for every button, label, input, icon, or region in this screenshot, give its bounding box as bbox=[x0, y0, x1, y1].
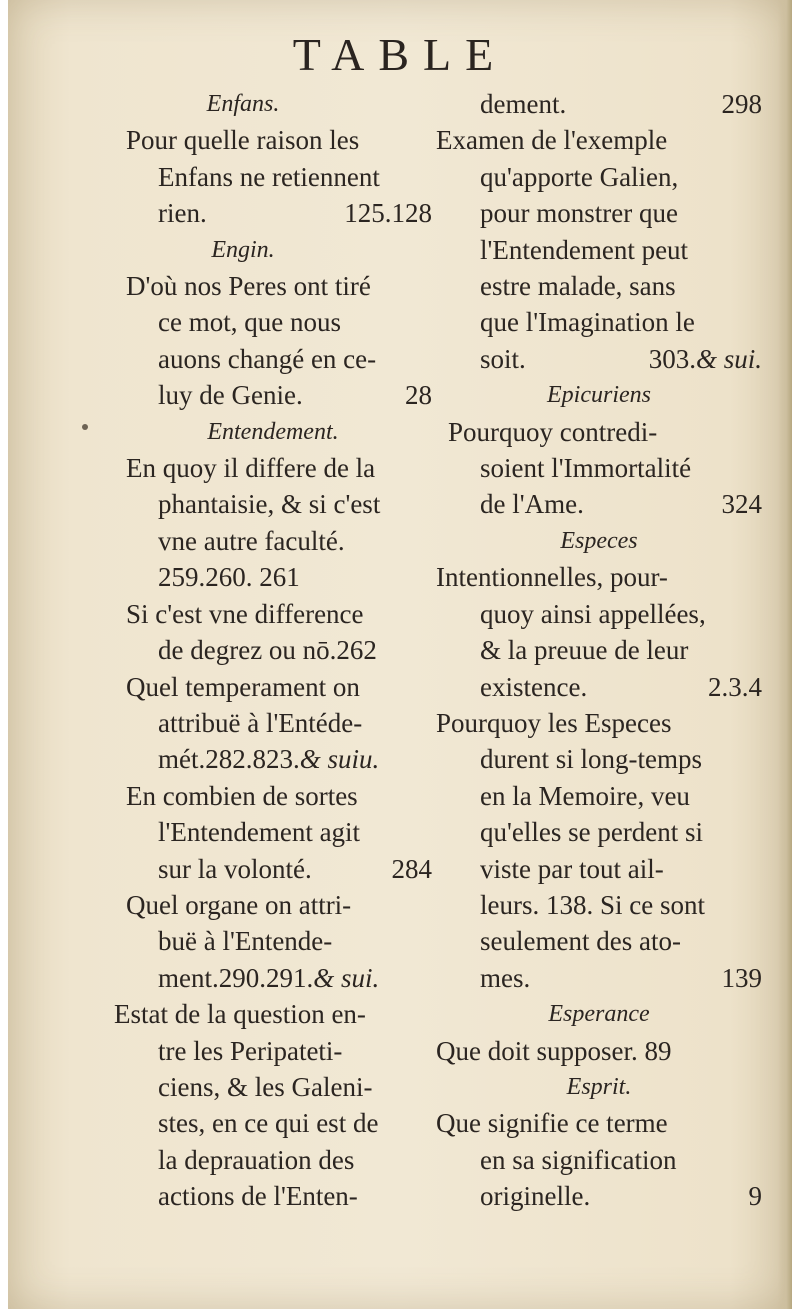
entry-line: de degrez ou nō.262 bbox=[158, 635, 377, 666]
entry-text: luy de Genie. bbox=[158, 380, 303, 411]
margin-mark bbox=[82, 424, 88, 430]
entry-line: Que doit supposer. 89 bbox=[436, 1035, 672, 1066]
entry-text: originelle. bbox=[480, 1181, 591, 1212]
entry-line: Examen de l'exemple bbox=[436, 125, 668, 156]
entry-line: Estat de la question en- bbox=[114, 999, 366, 1030]
entry-line: Quel organe on attri- bbox=[126, 889, 352, 920]
entry-line: estre malade, sans bbox=[480, 271, 676, 302]
entry-text: dement. bbox=[480, 89, 567, 119]
entry-line: stes, en ce qui est de bbox=[158, 1108, 379, 1139]
entry-line: qu'apporte Galien, bbox=[480, 161, 679, 192]
entry-line bbox=[114, 960, 432, 996]
entry-line bbox=[114, 741, 432, 777]
entry-suffix: & suiu. bbox=[299, 744, 380, 775]
entry-line: En combien de sortes bbox=[126, 780, 358, 811]
entry-line: leurs. 138. Si ce sont bbox=[480, 889, 705, 920]
entry-line: 259.260. 261 bbox=[158, 562, 300, 593]
entry-line bbox=[436, 669, 762, 705]
entry-line: soient l'Immortalité bbox=[480, 453, 692, 484]
entry-text: ment.290.291. bbox=[158, 962, 314, 993]
entry-heading-especes: Especes bbox=[560, 527, 638, 554]
page-reference: 139 bbox=[721, 962, 762, 993]
entry-line: quoy ainsi appellées, bbox=[480, 598, 706, 629]
entry-line: l'Entendement agit bbox=[158, 817, 361, 848]
entry-line: Que signifie ce terme bbox=[436, 1108, 668, 1139]
entry-line: en sa signification bbox=[480, 1144, 677, 1175]
page-reference: 284 bbox=[391, 853, 432, 884]
entry-line: vne autre faculté. bbox=[158, 525, 345, 556]
entry-text: existence. bbox=[480, 671, 588, 702]
entry-line: attribuë à l'Entéde- bbox=[158, 707, 363, 738]
page-edge bbox=[778, 0, 792, 1309]
entry-line bbox=[436, 86, 762, 122]
entry-line: Pourquoy contredi- bbox=[448, 416, 658, 447]
entry-line: actions de l'Enten- bbox=[158, 1181, 358, 1212]
entry-line: auons changé en ce- bbox=[158, 343, 377, 374]
entry-line: Quel temperament on bbox=[126, 671, 360, 702]
entry-line bbox=[114, 377, 432, 413]
entry-text: rien. bbox=[158, 198, 207, 229]
entry-text: soit. bbox=[480, 343, 526, 374]
entry-line: Pour quelle raison les bbox=[126, 125, 360, 156]
page-reference: 303.& sui. bbox=[648, 343, 762, 374]
entry-line: viste par tout ail- bbox=[480, 853, 664, 884]
right-column bbox=[436, 86, 762, 1215]
entry-line: qu'elles se perdent si bbox=[480, 817, 704, 848]
page-title: TABLE bbox=[292, 29, 508, 80]
entry-line: l'Entendement peut bbox=[480, 234, 689, 265]
entry-heading-engin: Engin. bbox=[211, 236, 275, 263]
entry-line bbox=[114, 851, 432, 887]
entry-line: Enfans ne retiennent bbox=[158, 161, 380, 192]
entry-text: mes. bbox=[480, 962, 531, 993]
entry-line bbox=[114, 195, 432, 231]
book-page bbox=[8, 0, 792, 1309]
page-reference: 28 bbox=[405, 380, 432, 411]
entry-line: buë à l'Entende- bbox=[158, 926, 333, 957]
entry-line: & la preuue de leur bbox=[480, 635, 689, 666]
entry-line: phantaisie, & si c'est bbox=[158, 489, 381, 520]
page-reference: 324 bbox=[721, 489, 762, 520]
entry-line: D'où nos Peres ont tiré bbox=[126, 271, 371, 302]
entry-heading-entendement: Entendement. bbox=[207, 418, 339, 445]
entry-line bbox=[436, 486, 762, 522]
entry-line bbox=[436, 341, 762, 377]
entry-heading-esperance: Esperance bbox=[548, 1001, 650, 1028]
entry-text: de l'Ame. bbox=[480, 489, 584, 520]
left-column bbox=[114, 86, 432, 1215]
entry-line: ce mot, que nous bbox=[158, 307, 341, 338]
entry-line: En quoy il differe de la bbox=[126, 453, 376, 484]
entry-line: seulement des ato- bbox=[480, 926, 681, 957]
page-reference: 125.128 bbox=[344, 198, 432, 229]
entry-text: mét.282.823. bbox=[158, 744, 300, 775]
entry-line: Si c'est vne difference bbox=[126, 598, 364, 629]
page-reference: 9 bbox=[748, 1181, 762, 1212]
entry-heading-epicuriens: Epicuriens bbox=[547, 382, 651, 409]
entry-line bbox=[436, 1178, 762, 1214]
page-reference: 2.3.4 bbox=[708, 671, 762, 702]
entry-line: Intentionnelles, pour- bbox=[436, 562, 668, 593]
entry-line: Pourquoy les Especes bbox=[436, 707, 672, 738]
entry-suffix: & sui. bbox=[313, 962, 380, 993]
entry-suffix: & sui. bbox=[695, 343, 762, 374]
entry-line: tre les Peripateti- bbox=[158, 1035, 343, 1066]
entry-heading-enfans: Enfans. bbox=[206, 91, 280, 117]
entry-text: sur la volonté. bbox=[158, 853, 312, 884]
entry-line: que l'Imagination le bbox=[480, 307, 695, 338]
entry-line: la deprauation des bbox=[158, 1144, 355, 1175]
entry-line: durent si long-temps bbox=[480, 744, 702, 775]
page-reference: 298 bbox=[721, 89, 762, 119]
entry-line: ciens, & les Galeni- bbox=[158, 1071, 373, 1102]
entry-line bbox=[436, 960, 762, 996]
entry-line: en la Memoire, veu bbox=[480, 780, 690, 811]
entry-heading-esprit: Esprit. bbox=[566, 1073, 632, 1100]
entry-line: pour monstrer que bbox=[480, 198, 678, 229]
